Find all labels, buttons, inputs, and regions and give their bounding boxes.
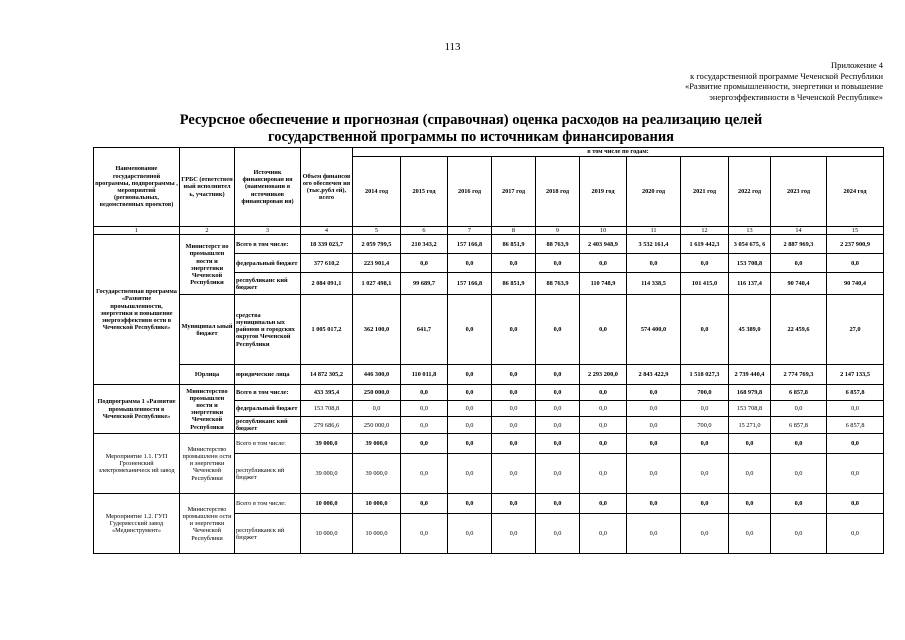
value-cell: 22 459,6 — [771, 295, 827, 365]
value-cell: 0,0 — [827, 254, 884, 273]
value-cell: 433 395,4 — [301, 385, 353, 401]
value-cell: 0,0 — [492, 494, 536, 514]
appendix-line-2: к государственной программе Чеченской Республики — [690, 70, 883, 81]
value-cell: 0,0 — [536, 295, 580, 365]
value-cell: 0,0 — [536, 514, 580, 554]
column-number: 2 — [180, 227, 235, 235]
value-cell: 0,0 — [827, 401, 884, 417]
header-year: 2019 год — [580, 157, 627, 227]
source-cell: Всего в том числе: — [235, 494, 301, 514]
value-cell: 10 000,0 — [301, 514, 353, 554]
value-cell: 168 979,8 — [729, 385, 771, 401]
value-cell: 0,0 — [681, 514, 729, 554]
column-number: 9 — [536, 227, 580, 235]
value-cell: 2 887 969,3 — [771, 235, 827, 254]
column-number: 8 — [492, 227, 536, 235]
value-cell: 0,0 — [401, 417, 448, 434]
measure-name: Мероприятие 1.2. ГУП Гудермесский завод «Мединструмент» — [94, 494, 180, 554]
value-cell: 90 740,4 — [827, 273, 884, 295]
value-cell: 0,0 — [448, 401, 492, 417]
value-cell: 2 237 900,9 — [827, 235, 884, 254]
column-number: 4 — [301, 227, 353, 235]
value-cell: 39 000,0 — [301, 434, 353, 454]
value-cell: 446 300,0 — [353, 365, 401, 385]
value-cell: 0,0 — [536, 417, 580, 434]
value-cell: 2 403 948,9 — [580, 235, 627, 254]
value-cell: 0,0 — [580, 417, 627, 434]
value-cell: 0,0 — [448, 295, 492, 365]
value-cell: 88 763,9 — [536, 235, 580, 254]
value-cell: 0,0 — [401, 454, 448, 494]
source-cell: республиканск ий бюджет — [235, 514, 301, 554]
value-cell: 641,7 — [401, 295, 448, 365]
value-cell: 0,0 — [492, 365, 536, 385]
table-row — [94, 235, 884, 254]
value-cell: 110 011,8 — [401, 365, 448, 385]
value-cell: 0,0 — [580, 385, 627, 401]
value-cell: 0,0 — [492, 454, 536, 494]
header-year: 2024 год — [827, 157, 884, 227]
value-cell: 157 166,8 — [448, 273, 492, 295]
value-cell: 362 100,0 — [353, 295, 401, 365]
subprogram-name: Подпрограмма 1 «Развитие промышленности в Чеченской Республике» — [94, 385, 180, 434]
value-cell: 1 518 027,3 — [681, 365, 729, 385]
table-row — [94, 365, 884, 385]
value-cell: 0,0 — [401, 494, 448, 514]
value-cell: 0,0 — [681, 254, 729, 273]
value-cell: 6 857,8 — [771, 385, 827, 401]
column-number: 1 — [94, 227, 180, 235]
value-cell: 0,0 — [627, 514, 681, 554]
value-cell: 0,0 — [729, 454, 771, 494]
page-number: 113 — [444, 41, 461, 53]
source-cell: юридические лица — [235, 365, 301, 385]
value-cell: 0,0 — [627, 254, 681, 273]
source-cell: средства муниципальн ых районов и городских округов Чеченской Республики — [235, 295, 301, 365]
value-cell: 0,0 — [492, 385, 536, 401]
value-cell: 0,0 — [536, 454, 580, 494]
value-cell: 0,0 — [448, 365, 492, 385]
header-year: 2023 год — [771, 157, 827, 227]
value-cell: 0,0 — [627, 494, 681, 514]
value-cell: 223 901,4 — [353, 254, 401, 273]
grbs-cell: Министерство промышленн ости и энергетики Чеченской Республики — [180, 494, 235, 554]
value-cell: 18 339 023,7 — [301, 235, 353, 254]
value-cell: 279 686,6 — [301, 417, 353, 434]
value-cell: 0,0 — [827, 514, 884, 554]
grbs-cell: Министерство промышленн ости и энергетики Чеченской Республики — [180, 434, 235, 494]
value-cell: 88 763,9 — [536, 273, 580, 295]
value-cell: 0,0 — [627, 434, 681, 454]
value-cell: 10 000,0 — [353, 514, 401, 554]
value-cell: 99 689,7 — [401, 273, 448, 295]
value-cell: 0,0 — [536, 385, 580, 401]
table-row — [94, 385, 884, 401]
appendix-caption — [685, 60, 883, 102]
source-cell: Всего в том числе: — [235, 235, 301, 254]
value-cell: 0,0 — [771, 494, 827, 514]
value-cell: 116 137,4 — [729, 273, 771, 295]
value-cell: 0,0 — [627, 454, 681, 494]
value-cell: 0,0 — [401, 385, 448, 401]
value-cell: 2 739 440,4 — [729, 365, 771, 385]
value-cell: 0,0 — [580, 401, 627, 417]
column-number: 7 — [448, 227, 492, 235]
value-cell: 574 400,0 — [627, 295, 681, 365]
value-cell: 0,0 — [492, 434, 536, 454]
value-cell: 45 389,0 — [729, 295, 771, 365]
value-cell: 0,0 — [627, 417, 681, 434]
value-cell: 210 343,2 — [401, 235, 448, 254]
header-year: 2020 год — [627, 157, 681, 227]
value-cell: 0,0 — [771, 434, 827, 454]
value-cell: 0,0 — [536, 494, 580, 514]
value-cell: 0,0 — [401, 401, 448, 417]
source-cell: республиканс кий бюджет — [235, 417, 301, 434]
column-number: 14 — [771, 227, 827, 235]
value-cell: 0,0 — [827, 434, 884, 454]
value-cell: 2 059 799,5 — [353, 235, 401, 254]
value-cell: 0,0 — [448, 385, 492, 401]
value-cell: 0,0 — [771, 454, 827, 494]
source-cell: федеральный бюджет — [235, 254, 301, 273]
table-row — [94, 295, 884, 365]
value-cell: 1 027 498,1 — [353, 273, 401, 295]
value-cell: 0,0 — [448, 254, 492, 273]
value-cell: 90 740,4 — [771, 273, 827, 295]
value-cell: 0,0 — [627, 401, 681, 417]
header-year: 2021 год — [681, 157, 729, 227]
value-cell: 0,0 — [681, 494, 729, 514]
value-cell: 377 610,2 — [301, 254, 353, 273]
value-cell: 0,0 — [771, 254, 827, 273]
header-year: 2017 год — [492, 157, 536, 227]
value-cell: 86 851,9 — [492, 273, 536, 295]
value-cell: 0,0 — [448, 417, 492, 434]
value-cell: 6 857,8 — [771, 417, 827, 434]
value-cell: 0,0 — [729, 494, 771, 514]
value-cell: 0,0 — [827, 454, 884, 494]
value-cell: 0,0 — [448, 454, 492, 494]
value-cell: 0,0 — [681, 454, 729, 494]
value-cell: 0,0 — [681, 295, 729, 365]
column-number: 6 — [401, 227, 448, 235]
value-cell: 10 000,0 — [301, 494, 353, 514]
header-source: Источник финансирован ия (наименовани я источников финансирован ия) — [235, 148, 301, 227]
value-cell: 0,0 — [580, 434, 627, 454]
value-cell: 0,0 — [492, 295, 536, 365]
value-cell: 0,0 — [580, 254, 627, 273]
grbs-cell: Министерство промышлен ности и энергетики Чеченской Республики — [180, 385, 235, 434]
header-year: 2016 год — [448, 157, 492, 227]
value-cell: 3 532 161,4 — [627, 235, 681, 254]
value-cell: 0,0 — [448, 494, 492, 514]
header-year: 2022 год — [729, 157, 771, 227]
column-number: 5 — [353, 227, 401, 235]
value-cell: 6 857,8 — [827, 385, 884, 401]
value-cell: 0,0 — [448, 434, 492, 454]
value-cell: 0,0 — [401, 434, 448, 454]
header-name: Наименование государственной программы, подпрограммы , мероприятий (региональных, ведомственных проектов) — [94, 148, 180, 227]
value-cell: 700,0 — [681, 417, 729, 434]
value-cell: 1 619 442,3 — [681, 235, 729, 254]
value-cell: 0,0 — [681, 401, 729, 417]
value-cell: 0,0 — [536, 434, 580, 454]
value-cell: 0,0 — [827, 494, 884, 514]
measure-name: Мероприятие 1.1. ГУП Грозненский электромеханическ ий завод — [94, 434, 180, 494]
header-year: 2018 год — [536, 157, 580, 227]
value-cell: 1 005 017,2 — [301, 295, 353, 365]
appendix-line-1: Приложение 4 — [831, 60, 883, 70]
value-cell: 39 000,0 — [353, 434, 401, 454]
value-cell: 0,0 — [401, 514, 448, 554]
source-cell: федеральный бюджет — [235, 401, 301, 417]
column-number: 15 — [827, 227, 884, 235]
header-grbs: ГРБС (ответствен ный исполнител ь, участник) — [180, 148, 235, 227]
program-name: Государственная программа «Развитие промышленности, энергетики и повышение энергоэффективн ости в Чеченской Республике» — [94, 235, 180, 385]
source-cell: Всего в том числе: — [235, 434, 301, 454]
source-cell: республиканс кий бюджет — [235, 273, 301, 295]
value-cell: 0,0 — [492, 417, 536, 434]
value-cell: 3 054 675, 6 — [729, 235, 771, 254]
value-cell: 39 000,0 — [353, 454, 401, 494]
value-cell: 700,0 — [681, 385, 729, 401]
column-number: 13 — [729, 227, 771, 235]
value-cell: 14 872 305,2 — [301, 365, 353, 385]
value-cell: 6 857,8 — [827, 417, 884, 434]
value-cell: 0,0 — [492, 514, 536, 554]
value-cell: 0,0 — [492, 401, 536, 417]
value-cell: 10 000,0 — [353, 494, 401, 514]
value-cell: 0,0 — [536, 254, 580, 273]
table-row — [94, 494, 884, 514]
value-cell: 0,0 — [729, 514, 771, 554]
column-number: 12 — [681, 227, 729, 235]
appendix-line-3: «Развитие промышленности, энергетики и повышение — [684, 81, 883, 91]
source-cell: Всего в том числе: — [235, 385, 301, 401]
value-cell: 2 084 091,1 — [301, 273, 353, 295]
resource-table — [93, 147, 884, 554]
value-cell: 250 000,0 — [353, 417, 401, 434]
value-cell: 0,0 — [681, 434, 729, 454]
value-cell: 0,0 — [771, 401, 827, 417]
column-number: 3 — [235, 227, 301, 235]
grbs-cell: Муниципал ьный бюджет — [180, 295, 235, 365]
header-year: 2015 год — [401, 157, 448, 227]
value-cell: 0,0 — [536, 401, 580, 417]
header-total: Объем финансов ого обеспечен ия (тыс.рубл ей), всего — [301, 148, 353, 227]
value-cell: 2 293 200,0 — [580, 365, 627, 385]
value-cell: 153 708,8 — [729, 401, 771, 417]
value-cell: 110 748,9 — [580, 273, 627, 295]
value-cell: 2 774 769,3 — [771, 365, 827, 385]
value-cell: 0,0 — [580, 295, 627, 365]
value-cell: 0,0 — [401, 254, 448, 273]
value-cell: 153 708,8 — [729, 254, 771, 273]
value-cell: 0,0 — [580, 494, 627, 514]
value-cell: 0,0 — [448, 514, 492, 554]
title-line-1: Ресурсное обеспечение и прогнозная (справочная) оценка расходов на реализацию целей — [179, 112, 763, 128]
value-cell: 153 708,8 — [301, 401, 353, 417]
value-cell: 250 000,0 — [353, 385, 401, 401]
table-row — [94, 434, 884, 454]
value-cell: 0,0 — [729, 434, 771, 454]
header-by-years: в том числе по годам: — [353, 148, 884, 157]
source-cell: республиканск ий бюджет — [235, 454, 301, 494]
header-year: 2014 год — [353, 157, 401, 227]
value-cell: 86 851,9 — [492, 235, 536, 254]
value-cell: 114 338,5 — [627, 273, 681, 295]
column-number: 11 — [627, 227, 681, 235]
column-number: 10 — [580, 227, 627, 235]
grbs-cell: Министерст во промышлен ности и энергетики Чеченской Республики — [180, 235, 235, 295]
value-cell: 0,0 — [580, 514, 627, 554]
value-cell: 2 147 133,5 — [827, 365, 884, 385]
value-cell: 27,0 — [827, 295, 884, 365]
value-cell: 0,0 — [771, 514, 827, 554]
value-cell: 157 166,8 — [448, 235, 492, 254]
value-cell: 0,0 — [627, 385, 681, 401]
value-cell: 0,0 — [536, 365, 580, 385]
document-title — [140, 112, 802, 146]
value-cell: 0,0 — [353, 401, 401, 417]
value-cell: 39 000,0 — [301, 454, 353, 494]
grbs-cell: Юрлица — [180, 365, 235, 385]
value-cell: 2 843 422,9 — [627, 365, 681, 385]
value-cell: 15 271,0 — [729, 417, 771, 434]
appendix-line-4: энергоэффективности в Чеченской Республике» — [709, 91, 883, 102]
value-cell: 0,0 — [580, 454, 627, 494]
value-cell: 101 415,0 — [681, 273, 729, 295]
value-cell: 0,0 — [492, 254, 536, 273]
title-line-2: государственной программы по источникам финансирования — [267, 129, 675, 145]
